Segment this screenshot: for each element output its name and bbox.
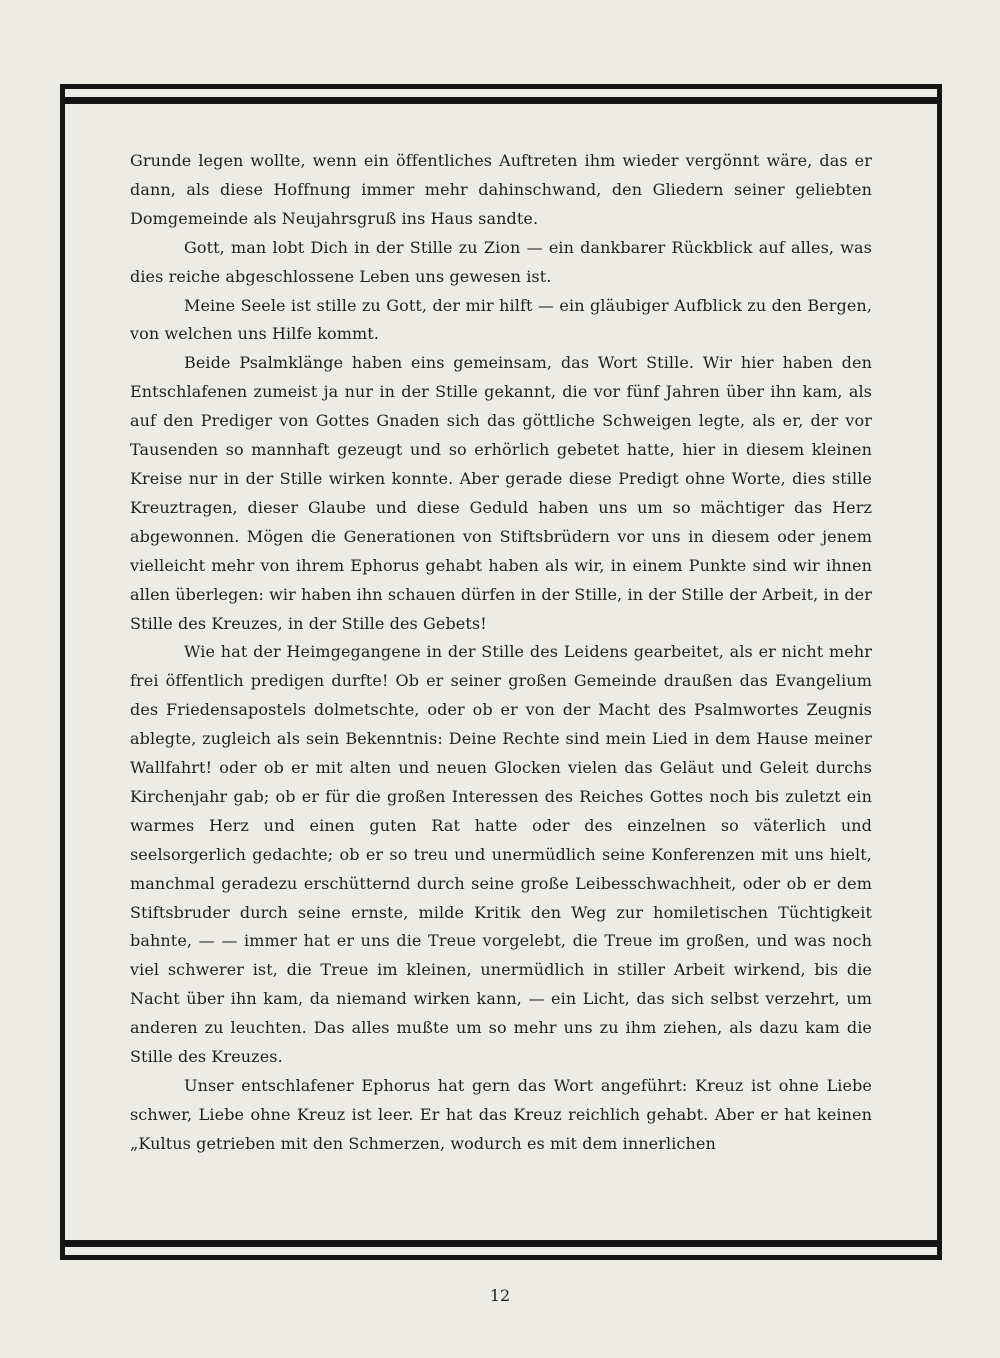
paragraph: Wie hat der Heimgegangene in der Stille des Leidens gearbeitet, als er nicht mehr frei öffentlich predigen durfte! Ob er seiner großen Gemeinde draußen das Evangelium des Friedensapostels dolmetschte, oder ob er von der Macht des Psalmwortes Zeugnis ablegte, zugleich als sein Bekenntnis: Deine Rechte sind mein Lied in dem Hause meiner Wallfahrt! oder ob er mit alten und neuen Glocken vielen das Geläut und Geleit durchs Kirchenjahr gab; ob er für die großen Interessen des Reiches Gottes noch bis zuletzt ein warmes Herz und einen guten Rat hatte oder des einzelnen so väterlich und seelsorgerlich gedachte; ob er so treu und unermüdlich seine Konferenzen mit uns hielt, manchmal geradezu erschütternd durch seine große Leibesschwachheit, oder ob er dem Stiftsbruder durch seine ernste, milde Kritik den Weg zur homiletischen Tüchtigkeit bahnte, — — immer hat er uns die Treue vorgelebt, die Treue im großen, und was noch viel schwerer ist, die Treue im kleinen, unermüdlich in stiller Arbeit wirkend, bis die Nacht über ihn kam, da niemand wirken kann, — ein Licht, das sich selbst verzehrt, um anderen zu leuchten. Das alles mußte um so mehr uns zu ihm ziehen, als dazu kam die Stille des Kreuzes. [130, 642, 872, 1067]
paragraph: Beide Psalmklänge haben eins gemeinsam, das Wort Stille. Wir hier haben den Entschlafenen zumeist ja nur in der Stille gekannt, die vor fünf Jahren über ihn kam, als auf den Prediger von Gottes Gnaden sich das göttliche Schweigen legte, als er, der vor Tausenden so mannhaft gezeugt und so erhörlich gebetet hatte, hier in diesem kleinen Kreise nur in der Stille wirken konnte. Aber gerade diese Predigt ohne Worte, dies stille Kreuztragen, dieser Glaube und diese Geduld haben uns um so mächtiger das Herz abgewonnen. Mögen die Generationen von Stiftsbrüdern vor uns in diesem oder jenem vielleicht mehr von ihrem Ephorus gehabt haben als wir, in einem Punkte sind wir ihnen allen überlegen: wir haben ihn schauen dürfen in der Stille, in der Stille der Arbeit, in der Stille des Kreuzes, in der Stille des Gebets! [130, 353, 872, 633]
paragraph: Gott, man lobt Dich in der Stille zu Zion — ein dankbarer Rückblick auf alles, was dies reiche abgeschlossene Leben uns gewesen ist. [130, 237, 872, 286]
page-border-frame [60, 84, 942, 1260]
paragraph: Unser entschlafener Ephorus hat gern das Wort angeführt: Kreuz ist ohne Liebe schwer, Liebe ohne Kreuz ist leer. Er hat das Kreuz reichlich gehabt. Aber er hat keinen „Kultus getrieben mit den Schmerzen, wodurch es mit dem innerlichen [130, 1076, 872, 1153]
page-number: 12 [489, 1286, 511, 1305]
body-text [130, 147, 872, 1159]
top-rule [65, 97, 937, 104]
bottom-rule [65, 1240, 937, 1247]
paragraph-continued: Grunde legen wollte, wenn ein öffentliches Auftreten ihm wieder vergönnt wäre, das er dann, als diese Hoffnung immer mehr dahinschwand, den Gliedern seiner geliebten Domgemeinde als Neujahrsgruß ins Haus sandte. [130, 151, 872, 228]
paragraph: Meine Seele ist stille zu Gott, der mir hilft — ein gläubiger Aufblick zu den Bergen, von welchen uns Hilfe kommt. [130, 295, 872, 344]
